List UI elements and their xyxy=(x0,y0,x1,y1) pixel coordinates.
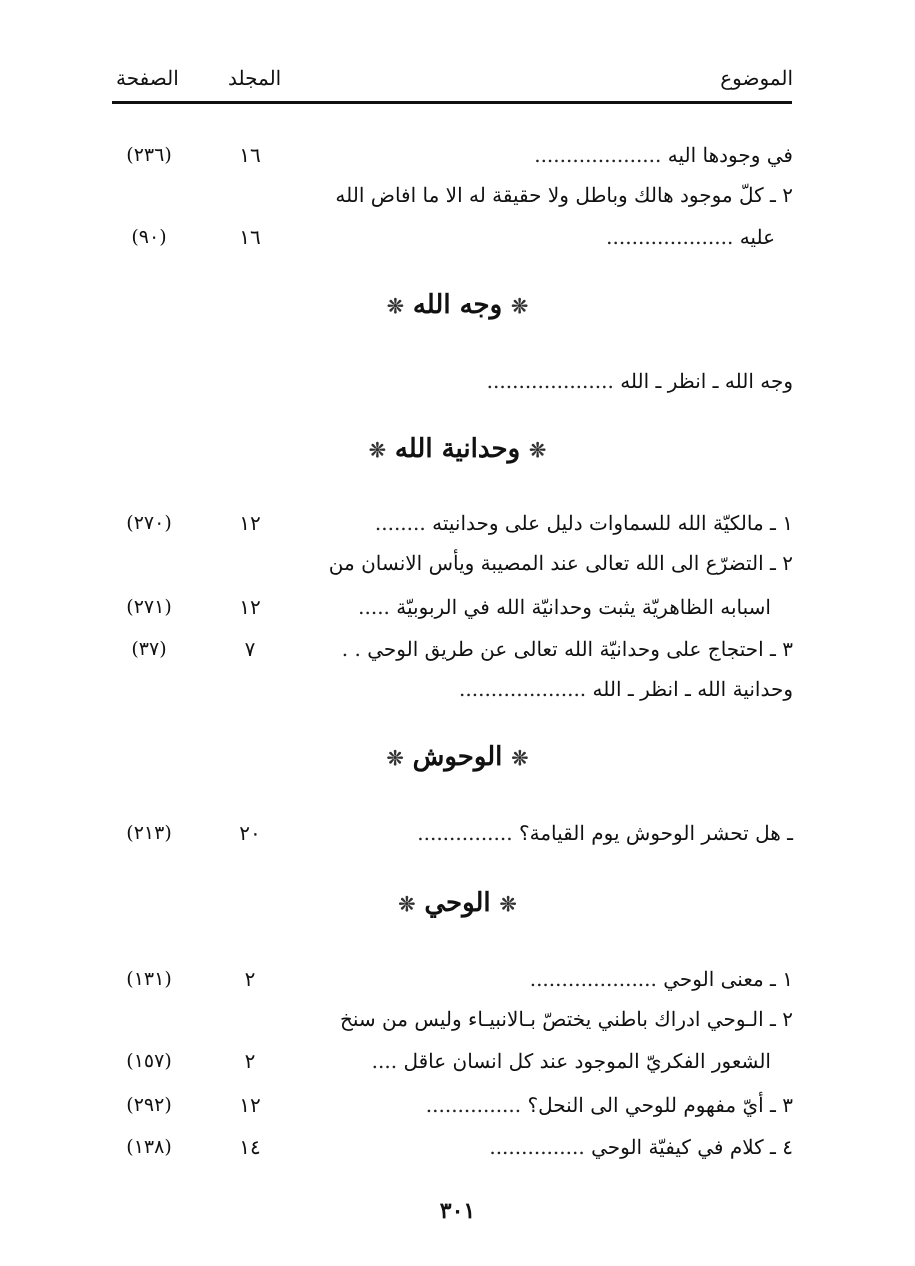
entry-text: ٢ ـ الـوحي ادراك باطني يختصّ بـالانبيـاء وليس من سنخ xyxy=(339,1007,793,1031)
header-rule xyxy=(112,101,792,104)
ornament-icon: ❊ xyxy=(369,438,386,462)
entry-volume: ١٤ xyxy=(239,1135,261,1159)
entry-page: (٢٧١) xyxy=(126,596,172,618)
entry-volume: ٢ xyxy=(244,967,256,991)
index-entry xyxy=(358,592,793,622)
entry-text: اسبابه الظاهريّة يثبت وحدانيّة الله في الربوبيّة xyxy=(396,595,771,619)
entry-text: وجه الله ـ انظر ـ الله xyxy=(620,369,793,393)
entry-leader: .................... xyxy=(459,677,587,701)
section-title: وحدانية الله xyxy=(394,434,521,464)
ornament-icon: ❊ xyxy=(511,294,528,318)
entry-text: ١ ـ معنى الوحي xyxy=(663,967,793,991)
header-topic: الموضوع xyxy=(720,66,793,90)
entry-leader: . . xyxy=(341,637,361,661)
entry-page: (١٣١) xyxy=(126,968,172,990)
entry-leader: ............... xyxy=(425,1093,522,1117)
entry-volume: ٢٠ xyxy=(239,821,261,845)
entry-leader: ............... xyxy=(489,1135,585,1159)
entry-text: ٤ ـ كلام في كيفيّة الوحي xyxy=(591,1135,793,1159)
index-entry xyxy=(340,1004,793,1034)
section-heading xyxy=(0,742,915,772)
entry-leader: .................... xyxy=(534,143,662,167)
section-heading xyxy=(0,434,915,464)
entry-page: (١٣٨) xyxy=(126,1136,172,1158)
index-entry xyxy=(534,140,793,170)
entry-text: الشعور الفكريّ الموجود عند كل انسان عاقل xyxy=(403,1049,771,1073)
index-entry xyxy=(417,818,793,848)
ornament-icon: ❊ xyxy=(511,746,529,770)
entry-leader: .................... xyxy=(486,369,614,393)
entry-volume: ١٢ xyxy=(239,511,261,535)
index-entry xyxy=(372,1046,793,1076)
index-entry xyxy=(487,366,793,396)
entry-text: عليه xyxy=(739,225,775,249)
entry-volume: ١٦ xyxy=(239,143,261,167)
index-entry xyxy=(426,1090,793,1120)
index-entry xyxy=(606,222,793,252)
index-entry xyxy=(375,508,793,538)
page-number: ٣٠١ xyxy=(439,1198,476,1224)
index-entry xyxy=(459,674,793,704)
entry-leader: .... xyxy=(371,1049,398,1073)
entry-page: (٢٣٦) xyxy=(126,144,172,166)
entry-volume: ١٦ xyxy=(239,225,261,249)
index-entry xyxy=(335,180,793,210)
index-entry xyxy=(329,548,793,578)
entry-page: (٩٠) xyxy=(131,226,167,248)
entry-text: ٢ ـ التضرّع الى الله تعالى عند المصيبة ويأس الانسان من xyxy=(328,551,793,575)
index-entry xyxy=(489,1132,793,1162)
entry-leader: ............... xyxy=(417,821,513,845)
entry-text: ٣ ـ أيّ مفهوم للوحي الى النحل؟ xyxy=(527,1093,793,1117)
entry-leader: .................... xyxy=(606,225,734,249)
section-title: الوحوش xyxy=(412,742,503,772)
index-entry xyxy=(342,634,793,664)
section-heading xyxy=(0,888,915,918)
ornament-icon: ❊ xyxy=(529,438,546,462)
entry-page: (٣٧) xyxy=(131,638,167,660)
entry-volume: ١٢ xyxy=(239,1093,261,1117)
ornament-icon: ❊ xyxy=(386,746,404,770)
entry-text: وحدانية الله ـ انظر ـ الله xyxy=(592,677,793,701)
entry-text: ١ ـ مالكيّة الله للسماوات دليل على وحدانيته xyxy=(432,511,793,535)
section-title: الوحي xyxy=(424,888,491,918)
entry-volume: ٢ xyxy=(244,1049,256,1073)
entry-text: ـ هل تحشر الوحوش يوم القيامة؟ xyxy=(518,821,793,845)
ornament-icon: ❊ xyxy=(387,294,404,318)
entry-text: ٢ ـ كلّ موجود هالك وباطل ولا حقيقة له الا ما افاض الله xyxy=(335,183,793,207)
header-volume: المجلد xyxy=(228,66,282,90)
entry-volume: ١٢ xyxy=(239,595,261,619)
index-entry xyxy=(530,964,793,994)
entry-text: في وجودها اليه xyxy=(667,143,793,167)
entry-leader: ........ xyxy=(374,511,426,535)
entry-text: ٣ ـ احتجاج على وحدانيّة الله تعالى عن طريق الوحي xyxy=(367,637,793,661)
entry-page: (١٥٧) xyxy=(126,1050,172,1072)
header-page: الصفحة xyxy=(116,66,179,90)
ornament-icon: ❊ xyxy=(398,892,416,916)
ornament-icon: ❊ xyxy=(499,892,517,916)
entry-volume: ٧ xyxy=(244,637,256,661)
section-heading xyxy=(0,290,915,320)
entry-leader: .................... xyxy=(529,967,657,991)
entry-page: (٢٧٠) xyxy=(126,512,172,534)
entry-page: (٢١٣) xyxy=(126,822,172,844)
entry-page: (٢٩٢) xyxy=(126,1094,172,1116)
entry-leader: ..... xyxy=(358,595,390,619)
section-title: وجه الله xyxy=(412,290,503,320)
